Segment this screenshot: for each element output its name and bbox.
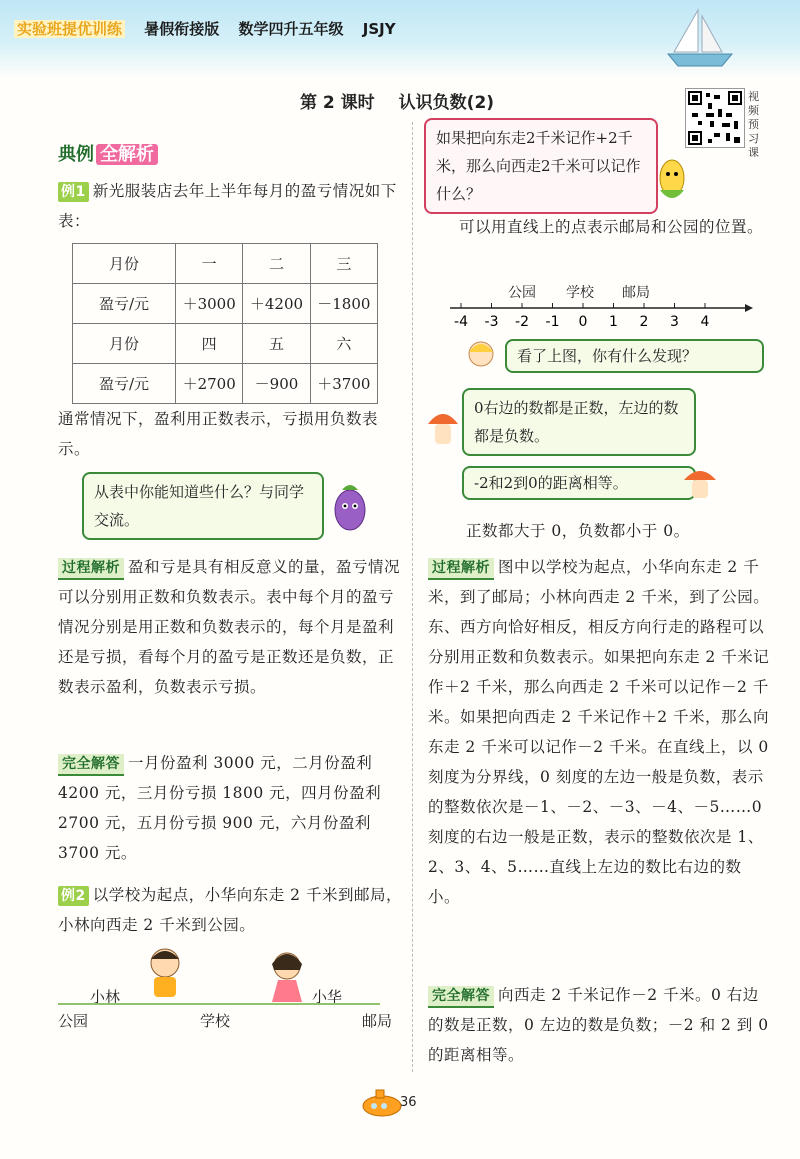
- place-left-label: 公园: [58, 1012, 89, 1030]
- table-cell: 月份: [73, 324, 176, 364]
- right-process: [428, 552, 770, 912]
- section-title-a: 典例: [58, 144, 94, 165]
- example2-intro: [58, 880, 403, 940]
- table-cell: ＋2700: [176, 364, 243, 404]
- example1-text: 新光服装店去年上半年每月的盈亏情况如下表：: [58, 182, 397, 230]
- table-row: [73, 244, 378, 284]
- lesson-title: 认识负数(2): [398, 93, 495, 113]
- numline-label-school: 学校: [566, 285, 594, 301]
- numline-tick-label: -1: [545, 314, 560, 330]
- process-text: 盈和亏是具有相反意义的量，盈亏情况可以分别用正数和负数表示。表中每个月的盈亏情况分别是用正数和负数表示的，每个月是盈利还是亏损，看每个月的盈亏是正数还是负数，正数表示盈利，负数表示亏损。: [58, 558, 401, 696]
- answer-tag: 完全解答: [58, 754, 124, 776]
- answer-text: 一月份盈利 3000 元，二月份盈利 4200 元，三月份亏损 1800 元，四月份盈利 2700 元，五月份亏损 900 元，六月份盈利 3700 元。: [58, 754, 382, 862]
- example2-tag: 例2: [58, 886, 89, 906]
- person-right-label: 小华: [312, 988, 343, 1006]
- page-title: [300, 88, 494, 113]
- mushroom-character-icon: [424, 404, 462, 452]
- right-answer-tag: 完全解答: [428, 986, 494, 1008]
- numline-label-post: 邮局: [622, 285, 650, 301]
- table-row: [73, 364, 378, 404]
- profit-table: [72, 243, 378, 404]
- table-cell: 盈亏/元: [73, 284, 176, 324]
- example1-process: [58, 552, 403, 702]
- column-divider: [412, 122, 413, 1072]
- road-line: [58, 1003, 380, 1005]
- lesson-number: 第 2 课时: [300, 93, 375, 113]
- table-cell: ＋3700: [310, 364, 377, 404]
- table-cell: 一: [176, 244, 243, 284]
- right-process-tag: 过程解析: [428, 558, 494, 580]
- eggplant-character-icon: [328, 478, 372, 534]
- section-title-b: 全解析: [96, 144, 158, 165]
- girl-character-icon: [262, 948, 312, 1006]
- table-cell: 六: [310, 324, 377, 364]
- place-mid-label: 学校: [200, 1012, 231, 1030]
- girl-small-character-icon: [462, 336, 500, 380]
- question-bubble: 如果把向东走2千米记作+2千米，那么向西走2千米可以记作什么？: [424, 118, 658, 214]
- table-row: [73, 324, 378, 364]
- corn-character-icon: [650, 150, 694, 206]
- speech-bubble: 从表中你能知道些什么？与同学交流。: [82, 472, 324, 540]
- number-line: [445, 298, 755, 338]
- edition-label: 暑假衔接版: [144, 20, 220, 38]
- page-number: 36: [400, 1095, 417, 1110]
- example1-intro: [58, 176, 403, 236]
- subject-label: 数学四升五年级: [238, 20, 344, 38]
- qr-code[interactable]: [685, 88, 745, 148]
- finding-answer-bubble-1: 0右边的数都是正数，左边的数都是负数。: [462, 388, 696, 456]
- table-cell: －1800: [310, 284, 377, 324]
- section-heading: [58, 140, 158, 166]
- table-cell: －900: [243, 364, 310, 404]
- table-cell: ＋3000: [176, 284, 243, 324]
- example1-tag: 例1: [58, 182, 89, 202]
- header-text: [14, 18, 410, 39]
- numline-tick-label: 3: [670, 314, 679, 330]
- numline-tick-label: -2: [515, 314, 529, 330]
- qr-label: 视频预习课: [748, 90, 759, 159]
- numline-tick-label: -4: [454, 314, 468, 330]
- sailboat-icon: [660, 6, 740, 76]
- mushroom-small-character-icon: [680, 462, 720, 506]
- table-cell: 盈亏/元: [73, 364, 176, 404]
- right-answer-text: 向西走 2 千米记作－2 千米。0 右边的数是正数，0 左边的数是负数；－2 和 2 到 0 的距离相等。: [428, 986, 769, 1064]
- right-process-text: 图中以学校为起点，小华向东走 2 千米，到了邮局；小林向西走 2 千米，到了公园。东、西方向恰好相反，相反方向行走的路程可以分别用正数和负数表示。如果把向东走 2 千米记作＋2 千米，那么向西走 2 千米可以记作－2 千米。如果把向西走 2 千米记作＋2 千米，那么向东走 2 千米可以记作－2 千米。在直线上，以 0 刻度为分界线，0 刻度的左边一般是负数，表示的整数依次是－1、－2、－3、－4、－5……0 刻度的右边一般是正数，表示的整数依次是 1、2、3、4、5……直线上左边的数比右边的数小。: [428, 558, 770, 906]
- table-cell: 月份: [73, 244, 176, 284]
- numline-tick-label: 1: [609, 314, 618, 330]
- right-text1: 可以用直线上的点表示邮局和公园的位置。: [459, 218, 764, 236]
- numline-tick-label: 4: [700, 314, 710, 330]
- place-right-label: 邮局: [362, 1012, 393, 1030]
- numline-tick-label: 2: [639, 314, 649, 330]
- finding-answer-bubble-2: -2和2到0的距离相等。: [462, 466, 696, 500]
- numline-tick-label: -3: [484, 314, 499, 330]
- example1-answer: [58, 748, 403, 868]
- example2-text: 以学校为起点，小华向东走 2 千米到邮局，小林向西走 2 千米到公园。: [58, 886, 402, 934]
- table-cell: ＋4200: [243, 284, 310, 324]
- brand-label: 实验班提优训练: [14, 20, 125, 38]
- submarine-icon: [360, 1086, 404, 1120]
- table-row: [73, 284, 378, 324]
- numline-tick-label: 0: [578, 314, 588, 330]
- table-cell: 二: [243, 244, 310, 284]
- table-cell: 五: [243, 324, 310, 364]
- numline-label-park: 公园: [508, 285, 536, 301]
- boy-character-icon: [140, 945, 190, 1005]
- finding-question-bubble: 看了上图，你有什么发现？: [505, 339, 764, 373]
- right-text2: 正数都大于 0，负数都小于 0。: [466, 522, 690, 540]
- process-tag: 过程解析: [58, 558, 124, 580]
- right-answer: [428, 980, 770, 1070]
- table-cell: 三: [310, 244, 377, 284]
- code-label: JSJY: [362, 20, 396, 38]
- person-left-label: 小林: [90, 988, 121, 1006]
- table-cell: 四: [176, 324, 243, 364]
- example1-note: 通常情况下，盈利用正数表示，亏损用负数表示。: [58, 410, 379, 458]
